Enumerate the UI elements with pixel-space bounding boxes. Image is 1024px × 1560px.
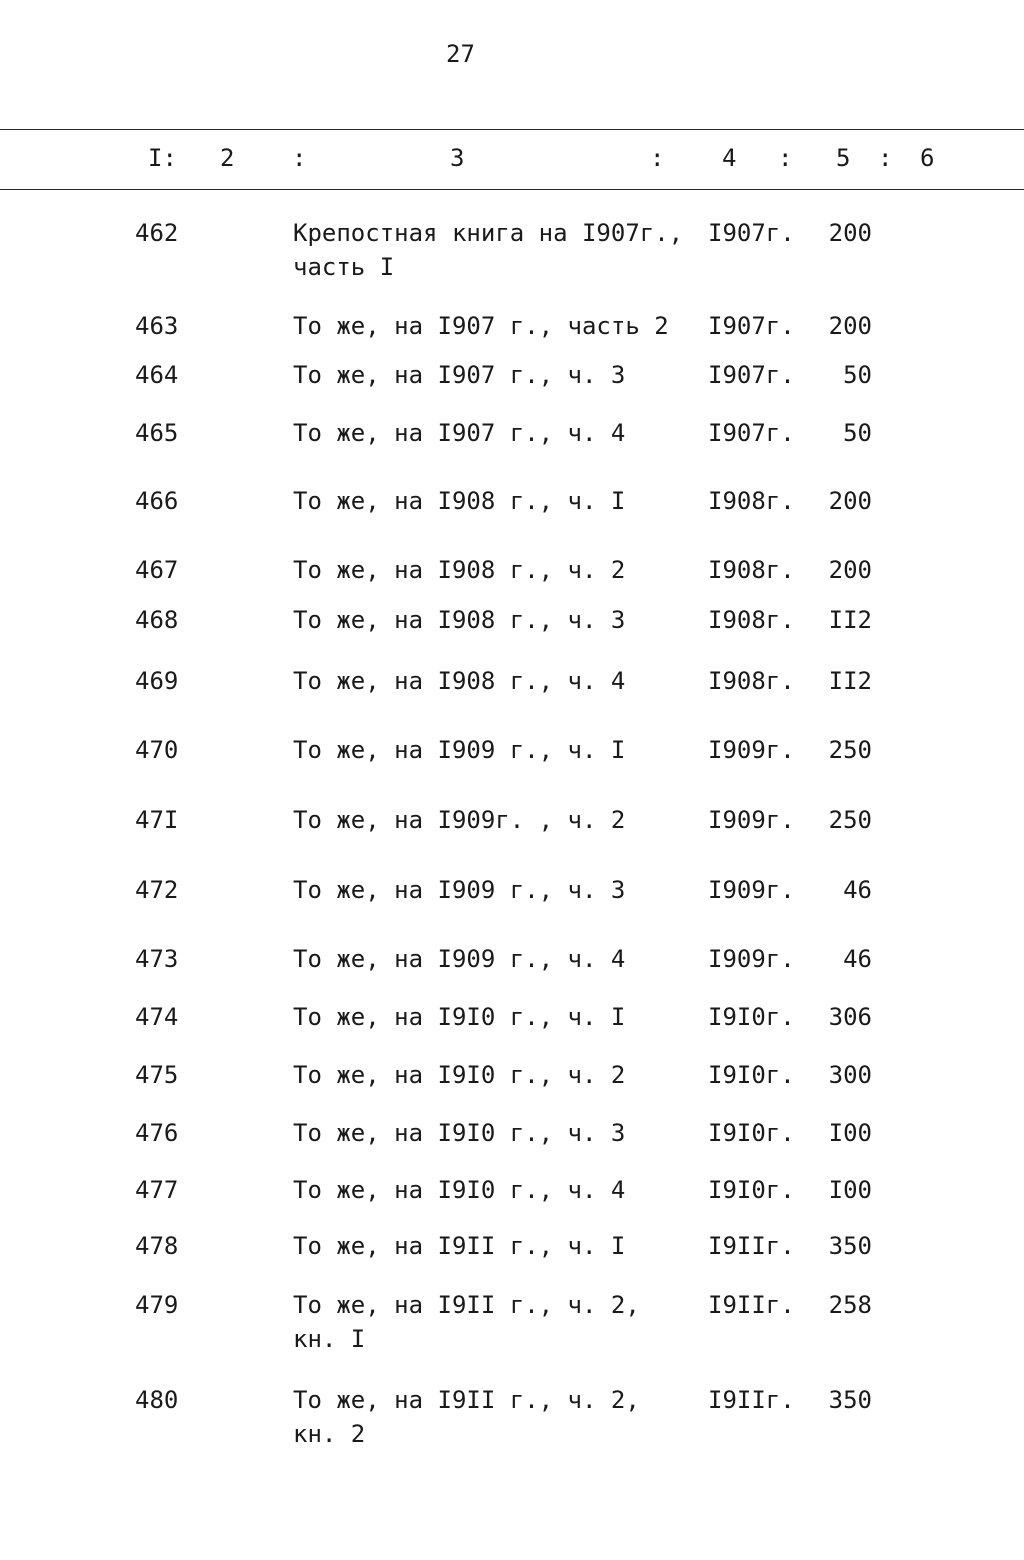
row-date: I908г. (708, 667, 795, 695)
row-count: 46 (843, 876, 872, 904)
row-title: То же, на I909 г., ч. 3 (293, 876, 626, 904)
row-date: I909г. (708, 876, 795, 904)
row-title: То же, на I907 г., часть 2 (293, 312, 669, 340)
row-date: I907г. (708, 419, 795, 447)
row-date: I9IIг. (708, 1386, 795, 1414)
page-number: 27 (446, 40, 475, 68)
row-date: I908г. (708, 606, 795, 634)
row-title: То же, на I909г. , ч. 2 (293, 806, 626, 834)
header-col-4: 4 (722, 144, 737, 172)
row-number: 474 (135, 1003, 179, 1031)
row-number: 472 (135, 876, 179, 904)
row-title: То же, на I907 г., ч. 3 (293, 361, 626, 389)
row-count: 350 (828, 1232, 872, 1260)
row-title: То же, на I9I0 г., ч. 2 (293, 1061, 626, 1089)
row-date: I907г. (708, 361, 795, 389)
row-date: I907г. (708, 312, 795, 340)
header-col-3: 3 (450, 144, 465, 172)
row-number: 479 (135, 1291, 179, 1319)
row-title: То же, на I908 г., ч. 3 (293, 606, 626, 634)
header-col-5: 5 (836, 144, 851, 172)
row-count: 250 (828, 806, 872, 834)
row-number: 480 (135, 1386, 179, 1414)
row-date: I9I0г. (708, 1061, 795, 1089)
row-number: 462 (135, 219, 179, 247)
row-count: II2 (828, 667, 872, 695)
row-title: То же, на I9I0 г., ч. I (293, 1003, 626, 1031)
row-date: I9IIг. (708, 1291, 795, 1319)
row-date: I9I0г. (708, 1176, 795, 1204)
row-count: 250 (828, 736, 872, 764)
row-count: 200 (828, 312, 872, 340)
row-count: II2 (828, 606, 872, 634)
row-count: 50 (843, 361, 872, 389)
row-title: То же, на I9II г., ч. 2, кн. 2 (293, 1386, 640, 1448)
row-title: То же, на I908 г., ч. 2 (293, 556, 626, 584)
row-date: I9IIг. (708, 1232, 795, 1260)
row-number: 476 (135, 1119, 179, 1147)
row-number: 47I (135, 806, 179, 834)
row-number: 478 (135, 1232, 179, 1260)
row-count: 200 (828, 556, 872, 584)
row-date: I907г. (708, 219, 795, 247)
row-date: I9I0г. (708, 1003, 795, 1031)
row-date: I909г. (708, 736, 795, 764)
header-separator: : (292, 144, 307, 172)
table-top-rule (0, 129, 1024, 130)
table-header-rule (0, 189, 1024, 190)
row-title: То же, на I9II г., ч. I (293, 1232, 626, 1260)
row-number: 463 (135, 312, 179, 340)
row-title: То же, на I909 г., ч. I (293, 736, 626, 764)
header-separator: : (778, 144, 793, 172)
row-count: 350 (828, 1386, 872, 1414)
row-title: То же, на I907 г., ч. 4 (293, 419, 626, 447)
row-date: I909г. (708, 806, 795, 834)
row-title: То же, на I909 г., ч. 4 (293, 945, 626, 973)
row-count: 50 (843, 419, 872, 447)
row-count: I00 (828, 1176, 872, 1204)
header-col-1: I: (148, 144, 177, 172)
row-title: Крепостная книга на I907г., часть I (293, 219, 684, 281)
row-count: 258 (828, 1291, 872, 1319)
header-col-6: 6 (920, 144, 935, 172)
header-col-2: 2 (220, 144, 235, 172)
row-number: 469 (135, 667, 179, 695)
row-number: 465 (135, 419, 179, 447)
row-count: 200 (828, 487, 872, 515)
header-separator: : (878, 144, 893, 172)
row-number: 475 (135, 1061, 179, 1089)
row-number: 470 (135, 736, 179, 764)
row-count: 306 (828, 1003, 872, 1031)
row-number: 473 (135, 945, 179, 973)
header-separator: : (650, 144, 665, 172)
row-date: I909г. (708, 945, 795, 973)
row-number: 468 (135, 606, 179, 634)
row-title: То же, на I9I0 г., ч. 4 (293, 1176, 626, 1204)
row-title: То же, на I908 г., ч. 4 (293, 667, 626, 695)
row-number: 467 (135, 556, 179, 584)
row-title: То же, на I9I0 г., ч. 3 (293, 1119, 626, 1147)
row-number: 477 (135, 1176, 179, 1204)
row-title: То же, на I908 г., ч. I (293, 487, 626, 515)
row-count: I00 (828, 1119, 872, 1147)
row-title: То же, на I9II г., ч. 2, кн. I (293, 1291, 640, 1353)
row-count: 46 (843, 945, 872, 973)
row-date: I908г. (708, 487, 795, 515)
row-date: I908г. (708, 556, 795, 584)
row-date: I9I0г. (708, 1119, 795, 1147)
table-header (0, 144, 1024, 180)
row-number: 466 (135, 487, 179, 515)
row-number: 464 (135, 361, 179, 389)
row-count: 200 (828, 219, 872, 247)
row-count: 300 (828, 1061, 872, 1089)
